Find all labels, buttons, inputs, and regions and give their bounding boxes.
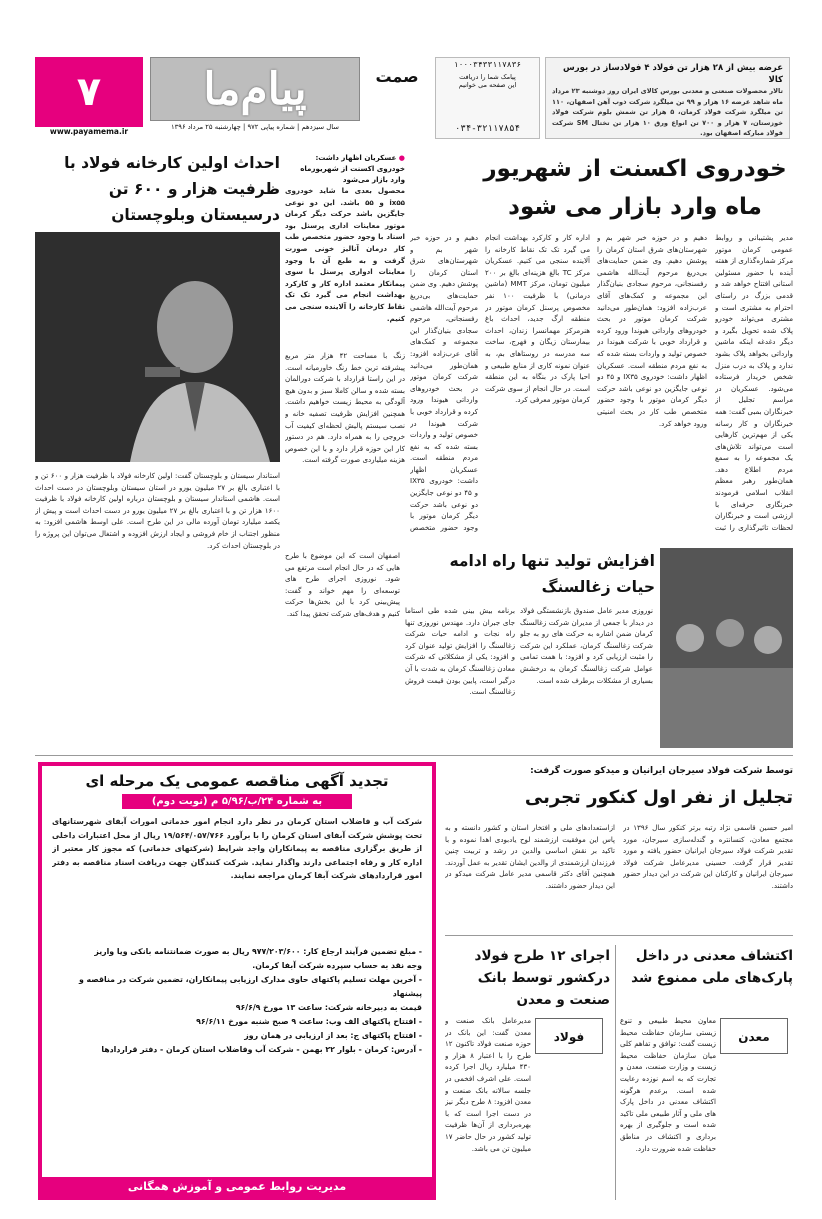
ad-title: تجدید آگهی مناقصه عمومی یک مرحله ای (85, 772, 389, 790)
cars-col-3b: دهیم و در حوزه خبر شهر بم و شهرستان‌های شرق استان کرمان را پوشش دهیم. وی ضمن حمایت‌های بی‌دریغ مرحوم آیت‌الله هاشمی رفسنجانی، مرحوم سجادی بنیان‌گذار این مجموعه و کمک‌های آقای عرب‌زاده افزود: همان‌طور می‌دانید شرکت کرمان موتور در بحث خودروهای وارداتی هیوندا ورود کرده و قرارداد خوبی با شرکت هیوندا در خصوص تولید و واردات بسته شده که به نفع مردم منطقه است. عسکریان اظهار داشت: خودروی IX۳۵ و ۴۵ دو نوعی جایگزین دو نوعی باشد حرکت دیگر کرمان موتور با وجود حضور متخصص (410, 233, 478, 532)
portrait-photo (35, 232, 280, 462)
page-number-box (35, 57, 143, 127)
ad-body: شرکت آب و فاضلاب استان کرمان در نظر دارد انجام امور خدماتی امورات آبفای شهرستانهای تحت پوشش شرکت آبفای استان کرمان را با برآورد ۱۹/۵۶۴/۰۵۷/۷۶۶ ریال از محل اعتبارات داخلی از طریق برگزاری مناقصه به پیمانکاران واجد شرایط (شرکتهای خدماتی) که مجوز کار معتبر از اداره کار و رفاه اجتماعی دارند واگذار نماید. شرکت کنندگان جهت دریافت اسناد مناقصه به دفتر امور قراردادهای شرکت آبفا کرمان مراجعه نمایند. (52, 817, 422, 880)
plant-col-2: زنگ با مساحت ۴۲ هزار متر مربع پیشرفته ترین خط رنگ خاورمیانه است. در این راستا قرارداد با شرکت دورالمان بسته شده و سالن کاملا سبز و بدون هیچ آلودگی به محیط زیست خواهیم داشت. همچنین افزایش ظرفیت تصفیه خانه و نصب سیستم پالیش لحظه‌ای کیفیت آب خروجی را به همراه دارد. هم در دستور کار این حوزه قرار دارد و با این خصوص هزینه میلیاردی صورت گرفته است. (285, 351, 405, 465)
tender-ad (38, 762, 436, 1200)
contest-col-1: امیر حسین قاسمی نژاد رتبه برتر کنکور سال ۱۳۹۶ در مجتمع معادن، کنسانتره و گندله‌سازی سیرجان، مورد تقدیر شرکت فولاد سیرجان ایرانیان حضور یافته و مورد تقدیر قرار گرفت. حسینی مدیرعامل شرکت فولاد سیرجان ایرانیان و کارکنان این شرکت در این دیدار حضور داشتند. (623, 823, 793, 890)
ad-item: - افتتاح پاکتهای الف وب: ساعت ۹ صبح شنبه مورخ ۹۶/۶/۱۱ (196, 1017, 422, 1026)
contest-headline: تجلیل از نفر اول کنکور تجربی (524, 787, 793, 808)
sidebar-quote (285, 152, 405, 342)
mining-headline: اکتشاف معدنی در داخل پارک‌های ملی ممنوع شد (631, 948, 793, 986)
ad-items (52, 945, 422, 1057)
sidebar-quote-title: ● عسکریان اظهار داشت: خودروی اکسنت از شهریورماه وارد بازار می‌شود (300, 153, 405, 184)
bullet-icon: ● (398, 153, 405, 162)
mining-tag: معدن (720, 1018, 788, 1054)
coal-col-1: نوروزی مدیر عامل صندوق بازنشستگی فولاد در دیدار با جمعی از مدیران شرکت زغالسنگ کرمان ضمن اشاره به حرکت های رو به جلو شرکت زغالسنگ کرمان، عملکرد این شرکت را مثبت ارزیابی کرد و افزود: با همت تمامی عوامل شرکت زغالسنگ کرمان به درخشش بسیاری از مشکلات برطرف شده است. (520, 606, 653, 685)
issue-info: سال سیزدهم | شماره پیاپی ۹۷۲ | چهارشنبه ۲۵ مرداد ۱۳۹۶ (171, 123, 339, 131)
coal-col-2: برنامه بیش بینی شده طی استاما جای جبران دارد. مهندس نوروزی تنها راه نجات و ادامه حیات شرکت زغالسنگ را افزایش تولید عنوان کرد و افزود: یکی از مشکلاتی که شرکت معادن زغالسنگ کرمان به شدت با آن درگیر است، پایین بودن قیمت فروش زغالسنگ است. (405, 606, 515, 697)
plant-headline: احداث اولین کارخانه فولاد با ظرفیت هزار و ۶۰۰ تن درسیستان وبلوچستان (64, 154, 280, 224)
coal-photo (660, 548, 793, 748)
cars-col-3: اداره کار و کارکرد بهداشت انجام می گیرد تک تک نقاط کارخانه را آلاینده سنجی می کنیم. عسکریان مرکز TC بالغ هزینه‌ای بالغ بر ۲۰۰ میلیون تومان، مرکز MMT (ماشین درمانی) با ظرفیت ۱۰۰ نفر مخصوص پرسنل کرمان موتور در منطقه ارگ جدید، احداث باغ هنرمرکز مهمانسرا زندان، احداث بیمارستان زیگان و فهرج، ساخت سه مدرسه در روستاهای بم، به عنوان نمونه کاری از منابع طبیعی و احیا پارک در بنگاه به این منطقه است. در حال انجام از سوی شرکت کرمان موتور معرفی کرد. (485, 233, 590, 405)
plant-photo (35, 232, 280, 462)
ad-item: - مبلغ تضمین فرآیند ارجاع کار: ۹۷۷/۲۰۳/۶۰۰ ریال به صورت ضمانتنامه بانکی ویا واریز (94, 947, 422, 956)
masthead-news-headline: عرضه بیش از ۲۸ هزار تن فولاد ۴ فولادساز در بورس کالا (563, 63, 783, 85)
masthead-news-box (545, 57, 790, 139)
masthead (35, 57, 790, 139)
sms-box (435, 57, 540, 139)
contest-col-2: ازاستعدادهای ملی و افتخار استان و کشور دانسته و به پاس این موفقیت ارزشمند لوح یادبودی اهدا نموده و با تاکید بر نقش اساسی والدین در رشد و تربیت چنین فرزندان ارزشمندی از والدین ایشان تقدیر به عمل آوردند. همچنین آقای دکتر قاسمی مدیر عامل شرکت میدکو در این دیدار حضور داشتند. (445, 823, 615, 890)
ad-item: - افتتاح پاکتهای ج: بعد از ارزیابی در همان روز (244, 1031, 422, 1040)
ad-subtitle: به شماره ۲۴/ب/۵/۹۶ م (نوبت دوم) (122, 794, 352, 809)
phone-number: ۰۳۴-۳۲۱۱۷۸۵۴ (454, 124, 521, 134)
cars-col-1: مدیر پشتیبانی و روابط عمومی کرمان موتور مرکز شماره‌گذاری از هفته آینده با حضور مسئولین استانی افتتاح خواهد شد و قدمی بزرگ در راستای احترام به مشتری است و مشتری می‌تواند خودرو پلاک شده تحویل بگیرد و دیگر دغدغه اینکه ماشین وارداتی بخواهد پلاک بشود ندارد و پلاک به درب منزل شخص خریدار فرستاده می‌شود. عسکریان در مراسم تجلیل از خبرنگاران بمبی گفت: همه خبرنگاران و کار رسانه یکی از مهم‌ترین کارهایی است می‌تواند تلاش‌های یک مجموعه را به سمع مردم اطلاع دهد. همان‌طور رهبر معظم انقلاب اسلامی فرمودند خبرنگاری حرفه‌ای با ارزشی است و خبرنگاران لحظات تاثیرگذاری را ثبت (715, 233, 793, 532)
sms-text: این صفحه می خوانیم (458, 81, 517, 89)
ad-item: قیمت به دبیرخانه شرکت: ساعت ۱۳ مورخ ۹۶/۶/۹ (235, 1003, 422, 1012)
coal-headline: افزایش تولید تنها راه ادامه حیات زغالسنگ (449, 552, 655, 596)
bank-headline: اجرای ۱۲ طرح فولاد درکشور توسط بانک صنعت و معدن (474, 948, 610, 1008)
logo (150, 57, 360, 121)
divider (445, 935, 793, 936)
sms-label: پیامک شما را دریافت (459, 73, 516, 81)
ad-item: - آخرین مهلت تسلیم پاکتهای حاوی مدارک ارزیابی پیمانکاران، تضمین شرکت در مناقصه و پیشنهاد (78, 975, 422, 998)
meeting-photo (660, 548, 793, 748)
section-title: صمت (375, 67, 419, 86)
contest-kicker: توسط شرکت فولاد سیرجان ایرانیان و میدکو صورت گرفت: (530, 766, 793, 776)
cars-col-2: دهیم و در حوزه خبر شهر بم و شهرستان‌های شرق استان کرمان را پوشش دهیم. وی ضمن حمایت‌های بی‌دریغ مرحوم آیت‌الله هاشمی رفسنجانی، مرحوم سجادی بنیان‌گذار این مجموعه و کمک‌های آقای عرب‌زاده افزود: همان‌طور می‌دانید شرکت کرمان موتور در بحث خودروهای وارداتی هیوندا ورود کرده و قرارداد خوبی با شرکت هیوندا در خصوص تولید و واردات بسته شده که به نفع مردم منطقه است. عسکریان اظهار داشت: خودروی IX۳۵ و ۴۵ دو نوعی جایگزین دو نوعی باشد حرکت دیگر کرمان موتور با وجود حضور متخصص طب کار در بحث امنیتی ورود خواهد کرد. (597, 233, 707, 428)
ad-item: - آدرس: کرمان - بلوار ۲۲ بهمن - شرکت آب وفاضلاب استان کرمان - دفتر قراردادها (101, 1045, 422, 1054)
website: www.payamema.ir (49, 127, 129, 136)
bank-tag: فولاد (535, 1018, 603, 1054)
sms-number: ۱۰۰۰۳۴۳۳۱۱۷۸۳۶ (453, 60, 522, 69)
coal-col-3: اصفهان است که این موضوع با طرح هایی که در حال انجام است مرتفع می شود. نوروزی اجرای طرح های توسعه‌ای را مهم خواند و گفت: پیش‌بینی کرد با این بخش‌ها حرکت کنیم و هدف‌های شرکت تحقق پیدا کند. (285, 551, 400, 618)
page-number: ۷ (35, 57, 143, 127)
mining-body: معاون محیط طبیعی و تنوع زیستی سازمان حفاظت محیط زیست گفت: توافق و تفاهم کلی میان سازمان حفاظت محیط زیست و وزارت صنعت، معدن و تجارت که به اسم نوزده رعایت شده است. برعدم هرگونه اکتشاف معدنی در داخل پارک های ملی و آثار طبیعی ملی تاکید شده است و جلوگیری از بهره برداری و اکتشاف در مناطق حفاظت شده ضرورت دارد. (620, 1016, 716, 1153)
divider (35, 755, 793, 756)
ad-footer: مدیریت روابط عمومی و آموزش همگانی (42, 1177, 432, 1196)
cars-headline: خودروی اکسنت از شهریور ماه وارد بازار می شود (483, 156, 787, 220)
logo-text: پیام‌ما (203, 64, 307, 115)
sidebar-quote-body: محصول بعدی ما شاید خودروی ix۵۵ و ۵۵ باشد. این دو نوعی جایگزین باشد حرکت دیگر کرمان موتور معاینات اداری پرسنل بود اسناد با وجود حضور متخصص طب کار درمان آنالیز خونی صورت گرفت و به طبع آن با وجود معاینات ادواری پرسنل با سوی پیمانکار معتمد اداره کار و کارکرد بهداشت انجام می گیرد تک تک نقاط کارخانه را آلاینده سنجی می کنیم. (285, 186, 405, 323)
divider (615, 945, 616, 1200)
plant-body: استاندار سیستان و بلوچستان گفت: اولین کارخانه فولاد با ظرفیت هزار و ۶۰۰ تن و با اعتباری بالغ بر ۲۷ میلیون یورو در استان سیستان وبلوچستان در دست احداث است. هاشمی استاندار سیستان و بلوچستان درباره اولین کارخانه فولاد با ظرفیت ۱۶۰۰ هزار تن و با اعتباری بالغ بر ۲۷ میلیون یورو در دست احداث است و پیش از یکصد میلیارد تومان آورده مالی در این طرح است. علی اوسط هاشمی افزود: به منظور اجتناب از خام فروشی و ایجاد ارزش افزوده و اشتغال می‌توان این پروژه را در بلوچستان احداث کرد. (35, 471, 280, 550)
ad-item: وجه نقد به حساب سپرده شرکت آبفا کرمان. (252, 961, 422, 970)
bank-body: مدیرعامل بانک صنعت و معدن گفت: این بانک در حوزه صنعت فولاد تاکنون ۱۲ طرح را با اعتبار ۸ هزار و ۴۳۰ میلیارد ریال اجرا کرده است. علی اشرف افخمی در جلسه سالانه بانک صنعت و معدن افزود: ۸ طرح دیگر نیز در دست اجرا است که با بهره‌برداری از آن‌ها ظرفیت تولید کشور در حال حاضر ۱۷ میلیون تن می باشد. (445, 1016, 531, 1153)
masthead-news-body: تالار محصولات صنعتی و معدنی بورس کالای ایران روز دوشنبه ۲۳ مرداد ماه شاهد عرضه ۱۶ هزار و ۹۹ تن میلگرد شرکت ذوب آهن اصفهان، ۱۱۰ تن میلگرد شرکت فولاد کرمان، ۵ هزار تن شمش بلوم شرکت فولاد خوزستان، ۷ هزار و ۷۰۰ تن انواع ورق ۱۰ هزار تن تختال SM شرکت فولاد مبارکه اصفهان بود. (552, 87, 784, 137)
